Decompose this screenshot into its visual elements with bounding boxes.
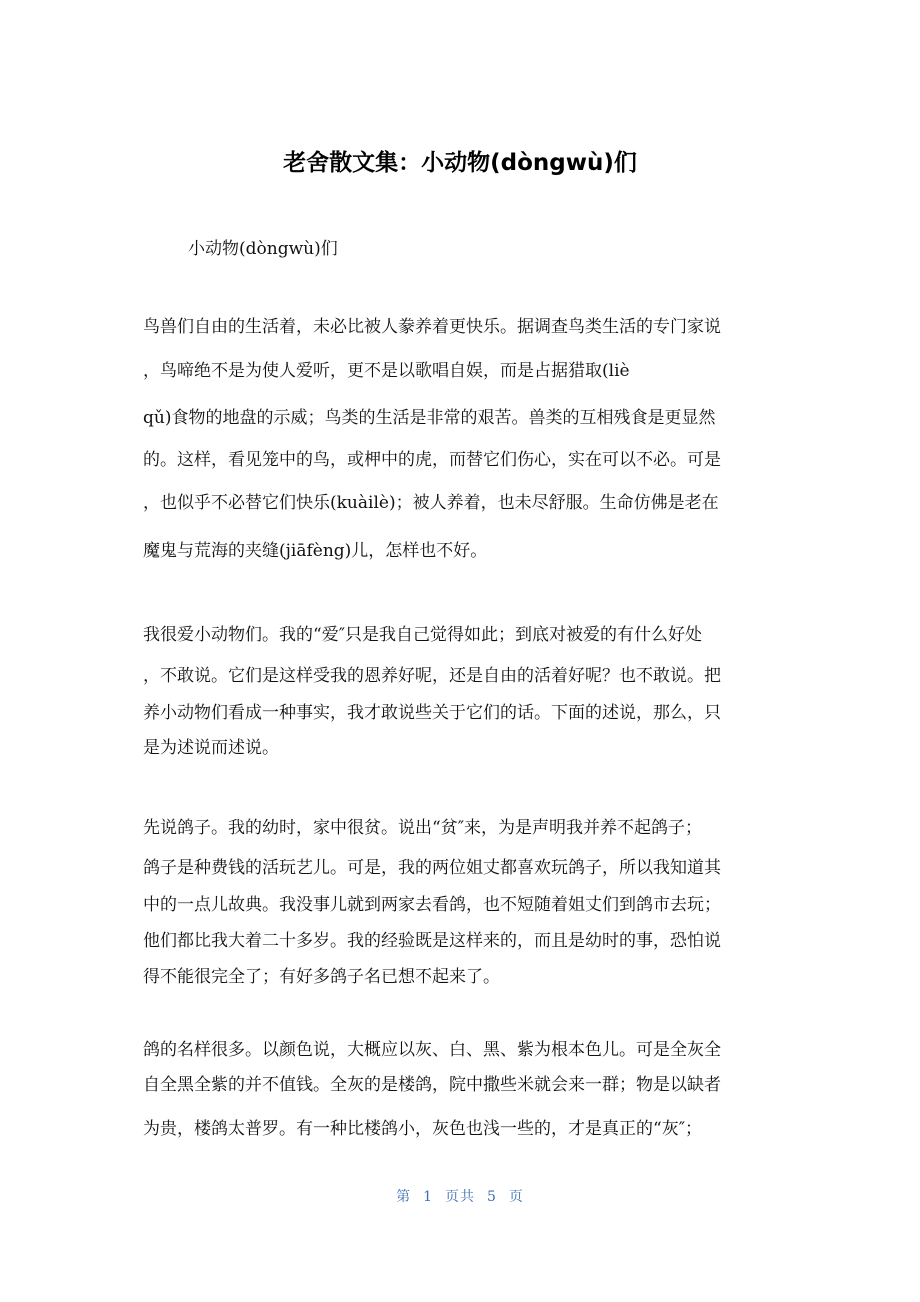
page-label-suffix: 页 (508, 1189, 524, 1205)
paragraph-line: 自全黑全紫的并不值钱。全灰的是楼鸽，院中撒些米就会来一群；物是以缺者 (143, 1075, 721, 1095)
page-footer (0, 1186, 920, 1208)
paragraph-line: 鸟兽们自由的生活着，未必比被人豢养着更快乐。据调查鸟类生活的专门家说 (143, 317, 721, 337)
paragraph-line: 养小动物们看成一种事实，我才敢说些关于它们的话。下面的述说，那么，只 (143, 703, 721, 723)
paragraph-line: 我很爱小动物们。我的“爱″只是我自己觉得如此；到底对被爱的有什么好处 (143, 625, 703, 645)
page-label-middle: 页共 (445, 1189, 475, 1205)
page-label-prefix: 第 (396, 1189, 412, 1205)
paragraph-line: 先说鸽子。我的幼时，家中很贫。说出“贫″来，为是声明我并养不起鸽子； (143, 818, 703, 838)
paragraph-line: 得不能很完全了；有好多鸽子名已想不起来了。 (143, 967, 500, 987)
paragraph-line: 为贵，楼鸽太普罗。有一种比楼鸽小，灰色也浅一些的，才是真正的“灰″； (143, 1119, 703, 1139)
paragraph-line: qǔ)食物的地盘的示威；鸟类的生活是非常的艰苦。兽类的互相残食是更显然 (143, 408, 716, 428)
paragraph-line: 中的一点儿故典。我没事儿就到两家去看鸽，也不短随着姐丈们到鸽市去玩； (143, 895, 721, 915)
paragraph-line: ，不敢说。它们是这样受我的恩养好呢，还是自由的活着好呢？也不敢说。把 (143, 666, 721, 686)
paragraph-line: 是为述说而述说。 (143, 738, 279, 758)
paragraph-line: ，鸟啼绝不是为使人爱听，更不是以歌唱自娱，而是占据猎取(liè (143, 361, 630, 381)
paragraph-line: 他们都比我大着二十多岁。我的经验既是这样来的，而且是幼时的事，恐怕说 (143, 931, 721, 951)
page-total: 5 (487, 1189, 497, 1205)
paragraph-line: ，也似乎不必替它们快乐(kuàilè)；被人养着，也未尽舒服。生命仿佛是老在 (143, 493, 719, 513)
document-title: 老舍散文集：小动物(dòngwù)们 (283, 150, 637, 176)
paragraph-line: 魔鬼与荒海的夹缝(jiāfèng)儿，怎样也不好。 (143, 541, 488, 561)
paragraph-line: 鸽的名样很多。以颜色说，大概应以灰、白、黑、紫为根本色儿。可是全灰全 (143, 1040, 721, 1060)
paragraph-line: 鸽子是种费钱的活玩艺儿。可是，我的两位姐丈都喜欢玩鸽子，所以我知道其 (143, 858, 721, 878)
paragraph-line: 的。这样，看见笼中的鸟，或柙中的虎，而替它们伤心，实在可以不必。可是 (143, 450, 721, 470)
page-number: 1 (423, 1189, 433, 1205)
document-subtitle: 小动物(dòngwù)们 (188, 239, 338, 259)
